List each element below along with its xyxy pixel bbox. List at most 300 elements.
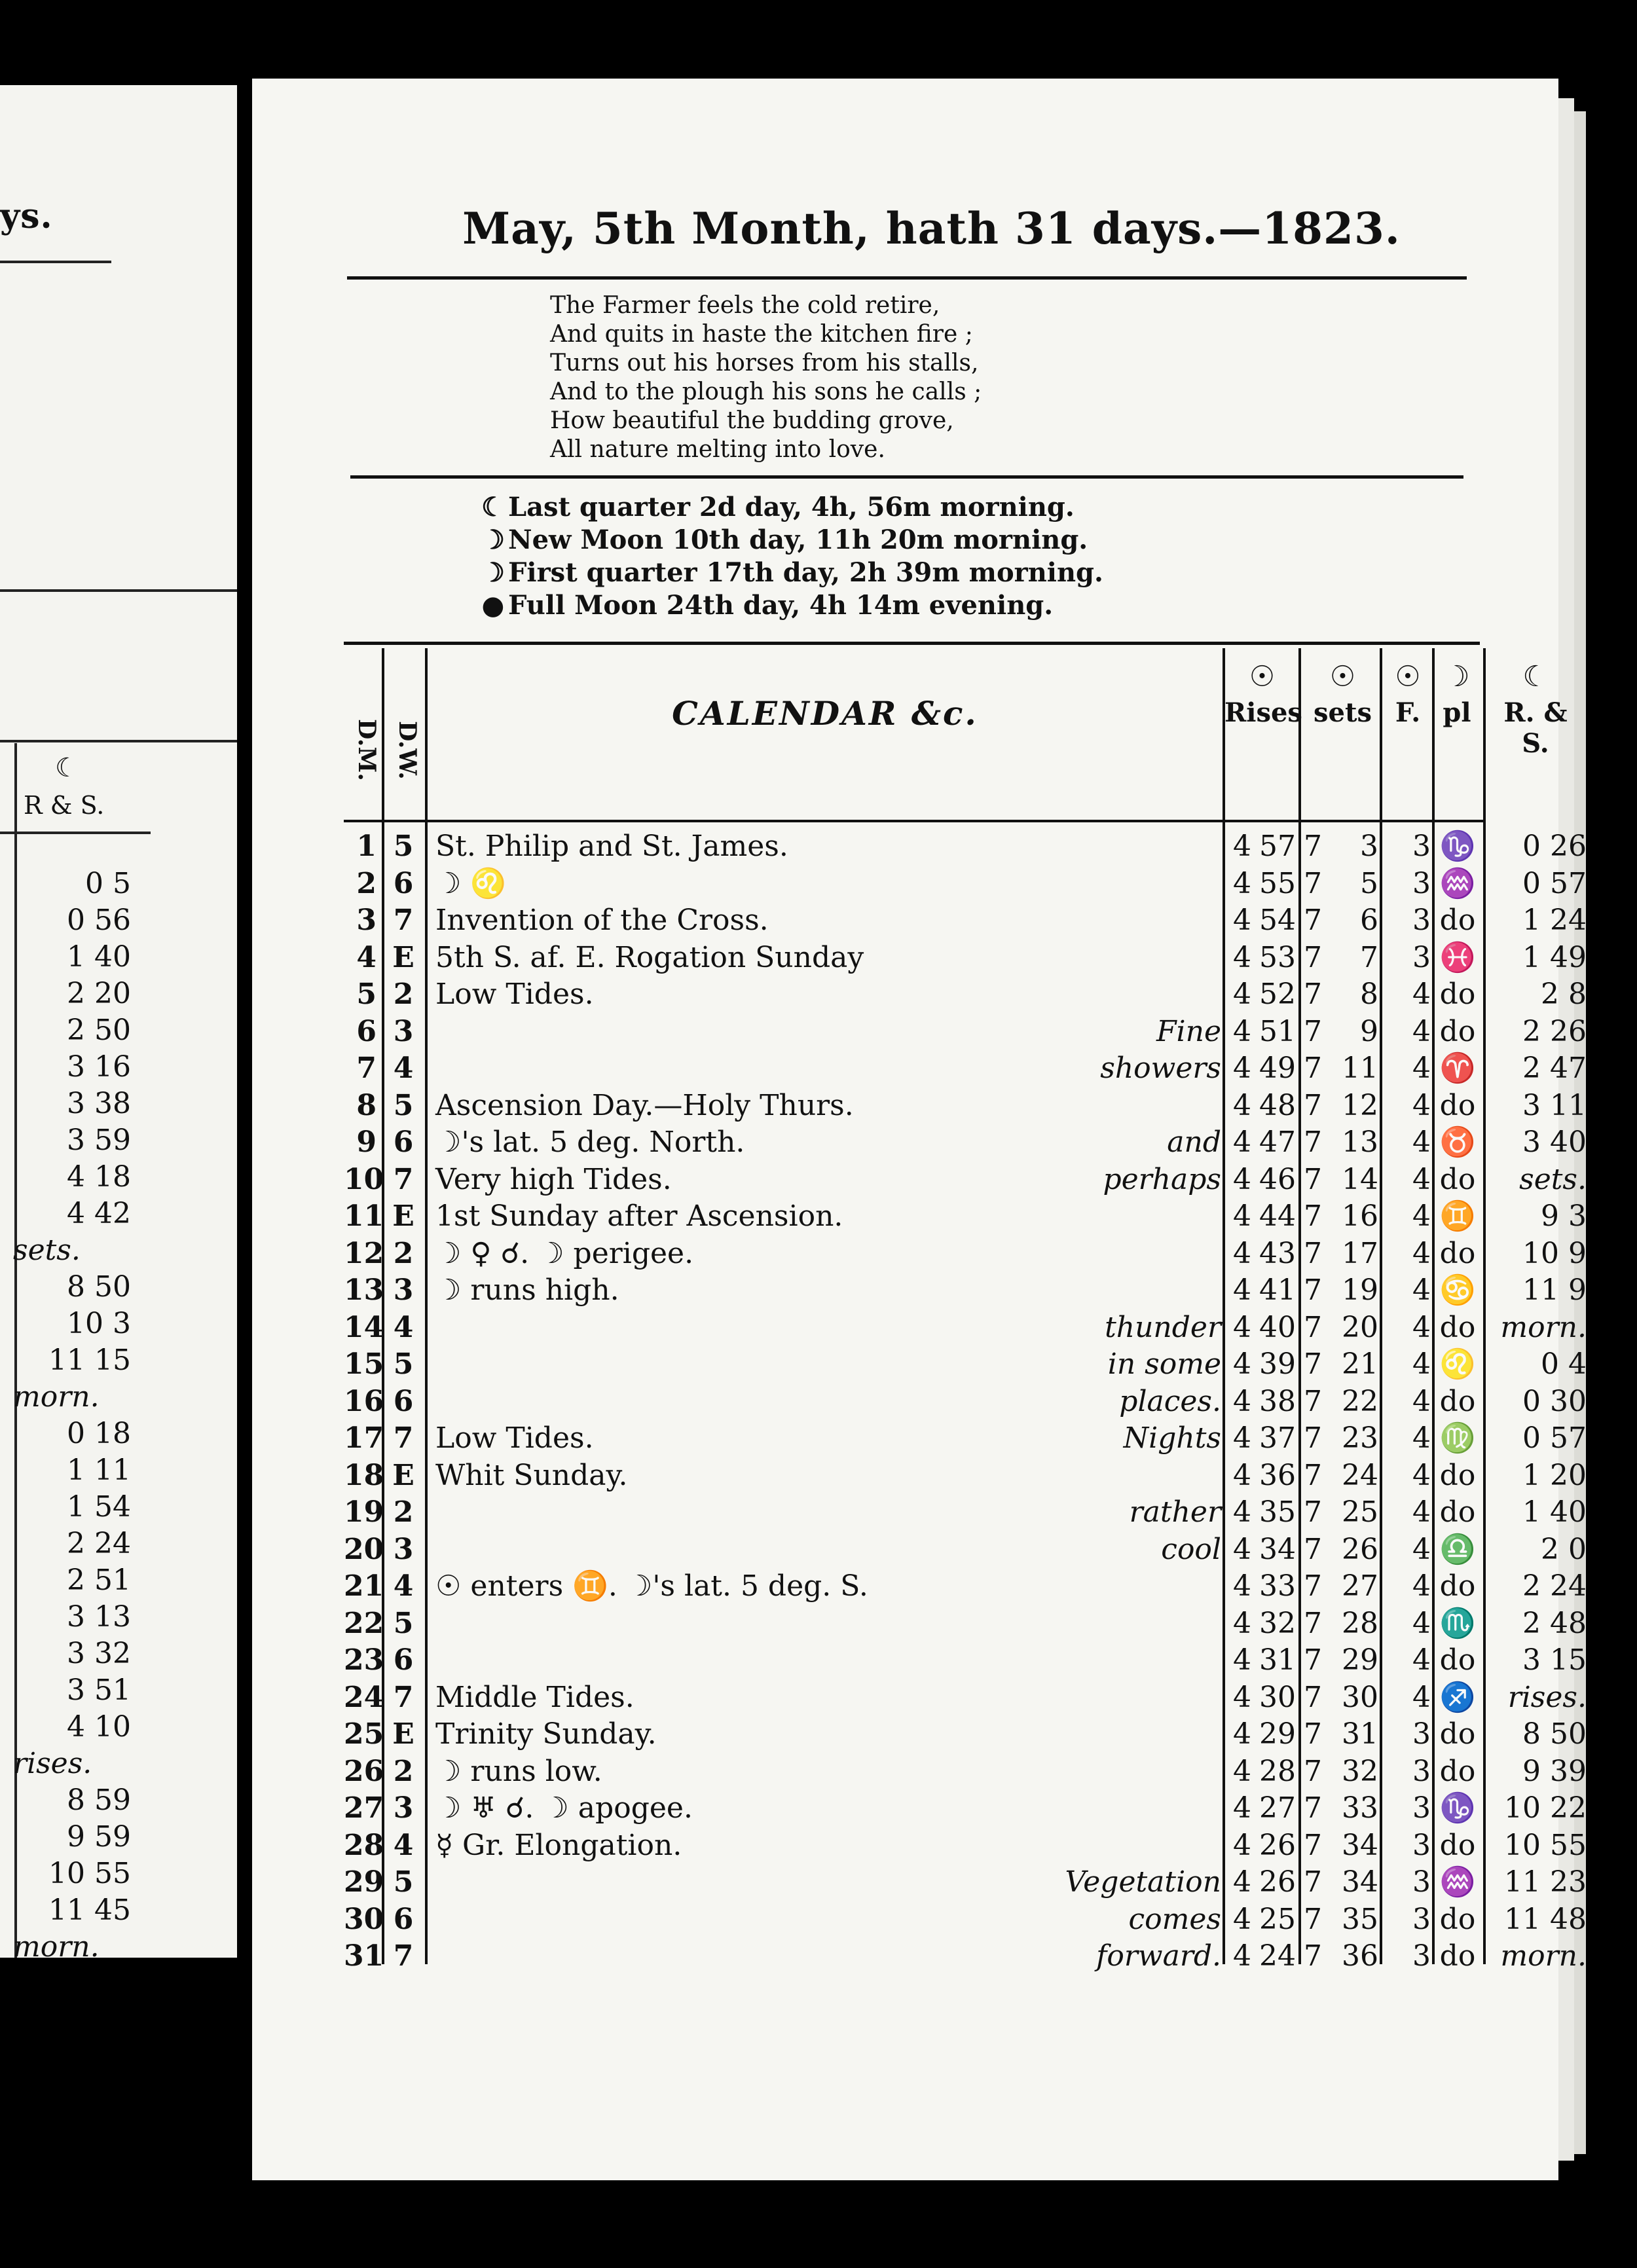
f-value: 4 [1412, 1236, 1431, 1270]
left-moon-symbol: ☾ [55, 753, 79, 783]
day-of-week: 3 [393, 1273, 414, 1307]
table-row [344, 1642, 1587, 1679]
table-row [344, 1827, 1587, 1865]
day-of-week: 5 [393, 1347, 414, 1381]
weather-note [625, 1272, 1221, 1309]
sunset-minute: 28 [1342, 1606, 1378, 1640]
verse-line: The Farmer feels the cold retire, [550, 292, 940, 319]
column-rule [1483, 648, 1486, 1964]
f-value: 4 [1412, 1273, 1431, 1307]
table-row [344, 1383, 1587, 1421]
sunrise-hour: 4 [1233, 1384, 1251, 1418]
moon-rise-set: 0 4 [1541, 1347, 1587, 1381]
day-of-month: 24 [344, 1680, 384, 1714]
day-of-week: 5 [393, 1606, 414, 1640]
left-value: 3 13 [67, 1600, 131, 1634]
sunrise-hour: 4 [1233, 1939, 1251, 1973]
moon-rise-set: morn. [1500, 1310, 1587, 1344]
day-of-month: 26 [344, 1754, 384, 1788]
f-value: 4 [1412, 1458, 1431, 1492]
day-of-month: 9 [356, 1125, 377, 1159]
f-value: 4 [1412, 1088, 1431, 1122]
day-of-month: 16 [344, 1384, 384, 1418]
sunrise-hour: 4 [1233, 1495, 1251, 1529]
sunrise-minute: 47 [1259, 1125, 1296, 1159]
day-of-month: 23 [344, 1643, 384, 1677]
day-of-week: 6 [393, 1125, 414, 1159]
day-of-month: 12 [344, 1236, 384, 1270]
sunrise-minute: 30 [1259, 1680, 1296, 1714]
table-row [344, 976, 1587, 1014]
sun-icon: ☉ [1249, 660, 1276, 693]
table-row [344, 1050, 1587, 1088]
day-of-week: 7 [393, 1680, 414, 1714]
table-row [344, 1605, 1587, 1643]
header-sets-label: sets [1314, 697, 1372, 728]
left-value: 11 45 [48, 1893, 131, 1927]
day-of-week: E [392, 1717, 414, 1751]
weather-note [625, 1198, 1221, 1235]
sunrise-hour: 4 [1233, 1643, 1251, 1677]
header-pl-label: pl [1443, 697, 1471, 728]
sunrise-hour: 4 [1233, 1828, 1251, 1862]
day-of-week: 7 [393, 1421, 414, 1455]
f-value: 4 [1412, 1421, 1431, 1455]
left-value: 2 50 [67, 1014, 131, 1047]
left-value: 3 59 [67, 1124, 131, 1157]
sunrise-minute: 34 [1259, 1532, 1296, 1566]
day-of-month: 2 [356, 866, 377, 900]
f-value: 3 [1412, 1754, 1431, 1788]
sunrise-minute: 44 [1259, 1199, 1296, 1233]
weather-note [625, 866, 1221, 902]
moon-place: do [1439, 1828, 1476, 1862]
sunrise-hour: 4 [1233, 940, 1251, 974]
table-row [344, 1790, 1587, 1827]
left-value: 3 16 [67, 1050, 131, 1084]
header-f-label: F. [1395, 697, 1421, 728]
sunset-hour: 7 [1304, 978, 1322, 1011]
moon-phase [478, 557, 1103, 589]
column-rule [382, 648, 384, 1964]
day-of-month: 8 [356, 1088, 377, 1122]
header-rises [1224, 648, 1300, 828]
weather-note: perhaps [1103, 1162, 1221, 1196]
weather-note [625, 902, 1221, 939]
sunrise-hour: 4 [1233, 1902, 1251, 1936]
moon-phases [478, 491, 1103, 622]
moon-rise-set: 0 30 [1522, 1384, 1587, 1418]
f-value: 3 [1412, 830, 1431, 863]
moon-rise-set: 2 26 [1522, 1014, 1587, 1048]
column-rule [1223, 648, 1225, 1964]
moon-rise-set: 2 24 [1522, 1569, 1587, 1603]
table-row [344, 940, 1587, 977]
weather-note: Vegetation [1065, 1865, 1221, 1899]
weather-note: and [1167, 1125, 1221, 1159]
sunrise-minute: 41 [1259, 1273, 1296, 1307]
day-of-month: 25 [344, 1717, 384, 1751]
moon-place: do [1439, 1310, 1476, 1344]
day-of-month: 13 [344, 1273, 384, 1307]
sunrise-hour: 4 [1233, 1421, 1251, 1455]
sunset-minute: 9 [1360, 1014, 1378, 1048]
left-title-rule [0, 261, 111, 263]
sunrise-minute: 54 [1259, 904, 1296, 937]
weather-note [625, 1605, 1221, 1642]
moon-place: do [1439, 904, 1476, 937]
calendar-table [344, 648, 1587, 1975]
table-row [344, 1679, 1587, 1717]
sunrise-hour: 4 [1233, 1791, 1251, 1825]
calendar-entry: ☽ runs low. [435, 1754, 602, 1788]
sunset-hour: 7 [1304, 1532, 1322, 1566]
table-row [344, 1753, 1587, 1791]
moon-phase-text: Last quarter 2d day, 4h, 56m morning. [508, 492, 1075, 522]
day-of-week: 3 [393, 1014, 414, 1048]
sunset-hour: 7 [1304, 866, 1322, 900]
f-value: 4 [1412, 1310, 1431, 1344]
sunset-minute: 16 [1342, 1199, 1378, 1233]
moon-place: do [1439, 1458, 1476, 1492]
verse-rule [350, 475, 1463, 479]
weather-note [625, 1642, 1221, 1679]
day-of-week: E [392, 1199, 414, 1233]
moon-place: ♐ [1439, 1680, 1476, 1714]
moon-rise-set: 3 40 [1522, 1125, 1587, 1159]
moon-rise-set: 10 9 [1522, 1236, 1587, 1270]
day-of-week: 5 [393, 1865, 414, 1899]
day-of-week: 2 [393, 978, 414, 1011]
moon-place: ♊ [1439, 1199, 1476, 1233]
day-of-week: 4 [393, 1828, 414, 1862]
day-of-month: 4 [356, 940, 377, 974]
f-value: 3 [1412, 1902, 1431, 1936]
sunrise-minute: 52 [1259, 978, 1296, 1011]
sunset-hour: 7 [1304, 1902, 1322, 1936]
sun-icon: ☉ [1329, 660, 1356, 693]
weather-note [625, 940, 1221, 976]
calendar-entry: ☿ Gr. Elongation. [435, 1828, 682, 1862]
moon-phase-icon: ☽ [481, 557, 505, 588]
moon-rise-set: rises. [1507, 1680, 1587, 1714]
day-of-week: 6 [393, 866, 414, 900]
sunrise-minute: 53 [1259, 940, 1296, 974]
table-row [344, 1309, 1587, 1347]
table-row [344, 828, 1587, 866]
sunrise-minute: 40 [1259, 1310, 1296, 1344]
day-of-month: 30 [344, 1902, 384, 1936]
day-of-week: 3 [393, 1532, 414, 1566]
sunrise-minute: 39 [1259, 1347, 1296, 1381]
sunrise-minute: 31 [1259, 1643, 1296, 1677]
moon-place: do [1439, 1162, 1476, 1196]
day-of-week: 2 [393, 1754, 414, 1788]
sunset-minute: 30 [1342, 1680, 1378, 1714]
moon-rise-set: 8 50 [1522, 1717, 1587, 1751]
left-value: 0 56 [67, 904, 131, 937]
sunset-hour: 7 [1304, 1569, 1322, 1603]
moon-icon: ☾ [1522, 660, 1549, 693]
moon-place: do [1439, 1569, 1476, 1603]
moon-place: ♏ [1439, 1606, 1476, 1640]
f-value: 3 [1412, 1791, 1431, 1825]
sunrise-hour: 4 [1233, 830, 1251, 863]
sunrise-minute: 37 [1259, 1421, 1296, 1455]
table-row [344, 1716, 1587, 1753]
calendar-entry: ☽ ♀ ☌. ☽ perigee. [435, 1236, 694, 1270]
sunrise-hour: 4 [1233, 1199, 1251, 1233]
sunset-hour: 7 [1304, 1052, 1322, 1085]
f-value: 4 [1412, 1347, 1431, 1381]
moon-rise-set: 11 48 [1504, 1902, 1587, 1936]
calendar-entry: Invention of the Cross. [435, 904, 769, 937]
sunrise-minute: 26 [1259, 1865, 1296, 1899]
left-value: 4 18 [67, 1160, 131, 1194]
weather-note [625, 1235, 1221, 1272]
left-value: 1 40 [67, 940, 131, 974]
moon-place: do [1439, 1754, 1476, 1788]
sunset-hour: 7 [1304, 1939, 1322, 1973]
column-rule [425, 648, 428, 1964]
weather-note [625, 1568, 1221, 1605]
moon-rise-set: 0 57 [1522, 1421, 1587, 1455]
left-value: 2 20 [67, 977, 131, 1010]
calendar-entry: 1st Sunday after Ascension. [435, 1199, 843, 1233]
day-of-month: 1 [356, 830, 377, 863]
day-of-month: 10 [344, 1162, 384, 1196]
calendar-entry: Middle Tides. [435, 1680, 635, 1714]
calendar-entry: ☽'s lat. 5 deg. North. [435, 1125, 745, 1159]
moon-rise-set: 2 0 [1541, 1532, 1587, 1566]
sunset-hour: 7 [1304, 1754, 1322, 1788]
moon-phase-text: New Moon 10th day, 11h 20m morning. [508, 524, 1088, 555]
moon-rise-set: 1 49 [1522, 940, 1587, 974]
f-value: 3 [1412, 866, 1431, 900]
weather-note [625, 828, 1221, 865]
sunset-hour: 7 [1304, 1791, 1322, 1825]
sunset-minute: 5 [1360, 866, 1378, 900]
moon-place: ♈ [1439, 1052, 1476, 1085]
day-of-week: 6 [393, 1643, 414, 1677]
calendar-entry: ☽ runs high. [435, 1273, 619, 1307]
moon-place: ♑ [1439, 1791, 1476, 1825]
sunrise-hour: 4 [1233, 1273, 1251, 1307]
left-value: rises. [13, 1747, 92, 1780]
f-value: 3 [1412, 1865, 1431, 1899]
calendar-entry: Whit Sunday. [435, 1458, 628, 1492]
weather-note [625, 1088, 1221, 1124]
moon-place: ♓ [1439, 940, 1476, 974]
left-value: 0 18 [67, 1417, 131, 1450]
left-value: 11 15 [48, 1344, 131, 1377]
f-value: 4 [1412, 1495, 1431, 1529]
moon-place: ♍ [1439, 1421, 1476, 1455]
calendar-entry: ☽ ♌ [435, 866, 507, 900]
calendar-entry: Very high Tides. [435, 1162, 672, 1196]
sunrise-hour: 4 [1233, 866, 1251, 900]
moon-rise-set: 9 3 [1541, 1199, 1587, 1233]
moon-place: do [1439, 1014, 1476, 1048]
weather-note: Nights [1123, 1421, 1221, 1455]
day-of-month: 18 [344, 1458, 384, 1492]
moon-phase-text: First quarter 17th day, 2h 39m morning. [508, 557, 1103, 588]
table-row [344, 1494, 1587, 1531]
moon-place: ♒ [1439, 866, 1476, 900]
verse-line: How beautiful the budding grove, [550, 407, 954, 434]
table-row [344, 1457, 1587, 1495]
sunset-hour: 7 [1304, 1088, 1322, 1122]
left-value: 3 38 [67, 1087, 131, 1120]
moon-place: do [1439, 978, 1476, 1011]
moon-place: do [1439, 1384, 1476, 1418]
moon-place: ♌ [1439, 1347, 1476, 1381]
sunrise-hour: 4 [1233, 1717, 1251, 1751]
sunset-minute: 29 [1342, 1643, 1378, 1677]
weather-note: in some [1107, 1347, 1221, 1381]
header-pl [1434, 648, 1480, 828]
day-of-week: 6 [393, 1902, 414, 1936]
left-table-top-rule [0, 740, 237, 742]
table-row [344, 1272, 1587, 1309]
sunrise-minute: 33 [1259, 1569, 1296, 1603]
title-rule [347, 276, 1467, 280]
sunset-hour: 7 [1304, 904, 1322, 937]
header-sets [1305, 648, 1380, 828]
weather-note [625, 1827, 1221, 1864]
table-row [344, 866, 1587, 903]
calendar-entry: Trinity Sunday. [435, 1717, 657, 1751]
moon-rise-set: morn. [1500, 1939, 1587, 1973]
left-column-label: R & S. [24, 791, 105, 820]
sunset-hour: 7 [1304, 1865, 1322, 1899]
sunrise-minute: 27 [1259, 1791, 1296, 1825]
sunset-minute: 17 [1342, 1236, 1378, 1270]
day-of-month: 6 [356, 1014, 377, 1048]
column-rule [1298, 648, 1301, 1964]
sunset-hour: 7 [1304, 1162, 1322, 1196]
page-title: May, 5th Month, hath 31 days.—1823. [462, 203, 1401, 254]
f-value: 4 [1412, 1162, 1431, 1196]
day-of-month: 21 [344, 1569, 384, 1603]
sunset-minute: 36 [1342, 1939, 1378, 1973]
f-value: 4 [1412, 1199, 1431, 1233]
calendar-entry: Low Tides. [435, 1421, 594, 1455]
table-body [344, 828, 1587, 1975]
calendar-entry: 5th S. af. E. Rogation Sunday [435, 940, 864, 974]
sunset-hour: 7 [1304, 1236, 1322, 1270]
f-value: 4 [1412, 1680, 1431, 1714]
sunset-minute: 7 [1360, 940, 1378, 974]
f-value: 4 [1412, 1125, 1431, 1159]
day-of-week: 7 [393, 1162, 414, 1196]
day-of-week: 4 [393, 1310, 414, 1344]
table-header [344, 648, 1568, 828]
sunrise-minute: 38 [1259, 1384, 1296, 1418]
sunset-minute: 31 [1342, 1717, 1378, 1751]
moon-rise-set: 3 11 [1522, 1088, 1587, 1122]
moon-rise-set: 11 9 [1522, 1273, 1587, 1307]
day-of-week: 4 [393, 1052, 414, 1085]
moon-place: ♒ [1439, 1865, 1476, 1899]
left-value: 2 24 [67, 1527, 131, 1560]
sunset-minute: 33 [1342, 1791, 1378, 1825]
day-of-month: 14 [344, 1310, 384, 1344]
verse-line: And quits in haste the kitchen fire ; [550, 321, 973, 348]
left-value: 10 55 [48, 1857, 131, 1890]
moon-rise-set: 11 23 [1504, 1865, 1587, 1899]
header-underline [344, 820, 1483, 822]
sunrise-hour: 4 [1233, 1162, 1251, 1196]
moon-place: do [1439, 1495, 1476, 1529]
calendar-entry: Ascension Day.—Holy Thurs. [435, 1088, 854, 1122]
left-value: 1 11 [67, 1454, 131, 1487]
verse-block [550, 291, 982, 464]
sunrise-hour: 4 [1233, 1569, 1251, 1603]
f-value: 4 [1412, 1014, 1431, 1048]
moon-phase [478, 491, 1103, 524]
left-value: 8 59 [67, 1783, 131, 1817]
verse-line: And to the plough his sons he calls ; [550, 378, 982, 405]
header-rises-label: Rises [1224, 697, 1302, 728]
moon-place: ♑ [1439, 830, 1476, 863]
sunrise-minute: 49 [1259, 1052, 1296, 1085]
sunset-hour: 7 [1304, 1199, 1322, 1233]
moon-icon: ☽ [1444, 660, 1470, 693]
moon-phase-text: Full Moon 24th day, 4h 14m evening. [508, 590, 1054, 621]
almanac-page [252, 79, 1587, 2180]
left-value: 3 51 [67, 1674, 131, 1707]
f-value: 3 [1412, 1828, 1431, 1862]
moon-place: do [1439, 1236, 1476, 1270]
f-value: 4 [1412, 1606, 1431, 1640]
sunrise-minute: 25 [1259, 1902, 1296, 1936]
sunrise-hour: 4 [1233, 1680, 1251, 1714]
header-day-of-month: D.M. [353, 719, 380, 781]
sunset-minute: 34 [1342, 1865, 1378, 1899]
calendar-entry: Low Tides. [435, 978, 594, 1011]
sunrise-minute: 29 [1259, 1717, 1296, 1751]
left-value: 3 32 [67, 1637, 131, 1670]
table-row [344, 1088, 1587, 1125]
left-facing-page [0, 85, 237, 1958]
sunrise-minute: 55 [1259, 866, 1296, 900]
sunset-minute: 27 [1342, 1569, 1378, 1603]
f-value: 4 [1412, 1052, 1431, 1085]
moon-place: do [1439, 1643, 1476, 1677]
day-of-month: 5 [356, 978, 377, 1011]
weather-note [625, 1790, 1221, 1827]
sun-icon: ☉ [1395, 660, 1421, 693]
sunset-minute: 34 [1342, 1828, 1378, 1862]
moon-place: ♋ [1439, 1273, 1476, 1307]
table-row [344, 1014, 1587, 1051]
table-row [344, 1568, 1587, 1605]
left-page-title-fragment: ys. [0, 196, 53, 236]
sunrise-hour: 4 [1233, 1310, 1251, 1344]
sunrise-hour: 4 [1233, 1125, 1251, 1159]
verse-line: All nature melting into love. [550, 436, 885, 463]
day-of-month: 7 [356, 1052, 377, 1085]
table-row [344, 1864, 1587, 1901]
left-value: 1 54 [67, 1490, 131, 1524]
moon-rise-set: 2 48 [1522, 1606, 1587, 1640]
sunset-minute: 12 [1342, 1088, 1378, 1122]
f-value: 4 [1412, 978, 1431, 1011]
day-of-month: 20 [344, 1532, 384, 1566]
day-of-month: 15 [344, 1347, 384, 1381]
column-rule [1380, 648, 1382, 1964]
